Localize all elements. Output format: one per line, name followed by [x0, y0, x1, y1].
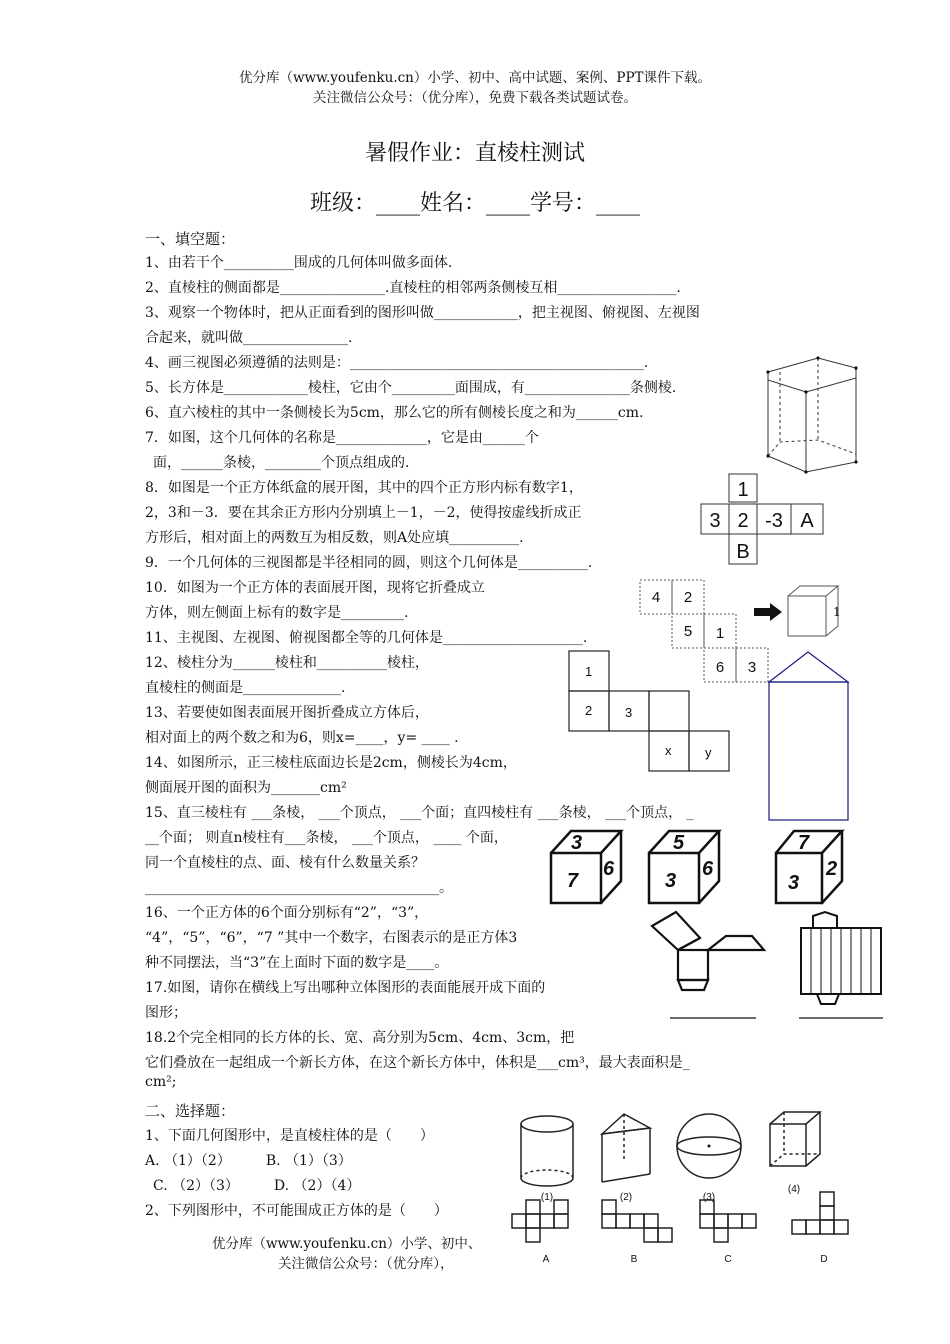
- q16-cube-2: [645, 827, 727, 907]
- net-label: -3: [765, 510, 783, 532]
- cube-face-label: 7: [567, 870, 579, 892]
- net-label: 2: [737, 510, 749, 532]
- q16-cube-1: [545, 827, 627, 907]
- net-option-label: B: [630, 1254, 638, 1265]
- q15-line-2: __个面； 则直n棱柱有___条棱， ___个顶点， ____ 个面，: [145, 830, 508, 846]
- q17-line-2: 图形；: [145, 1005, 187, 1021]
- section1-heading: 一、填空题：: [145, 230, 236, 248]
- q14-line: 14、如图所示，正三棱柱底面边长是2cm，侧棱长为4cm，: [145, 755, 517, 771]
- solid-label: (2): [619, 1192, 633, 1203]
- q10-line-2: 方体，则左侧面上标有的数字是_________.: [145, 605, 409, 621]
- solid-sphere: [673, 1110, 745, 1204]
- choice-q1-options-1: A. （1）（2） B. （1）（3）: [145, 1153, 352, 1169]
- q15-line: 15、直三棱柱有 ___条棱， ___个顶点， ___个面；直四棱柱有 ___条棱， ___个顶点， _: [145, 805, 694, 821]
- header-line-1: 优分库（www.youfenku.cn）小学、初中、高中试题、案例、PPT课件下载。: [238, 70, 712, 86]
- student-info: 班级：____姓名：____学号：____: [309, 191, 640, 216]
- cube-face-label: 3: [788, 872, 800, 894]
- q18-line-2: 它们叠放在一起组成一个新长方体，在这个新长方体中，体积是___cm³，最大表面积是_: [145, 1055, 690, 1071]
- net-option-label: C: [724, 1254, 732, 1265]
- solid-label: (1): [540, 1192, 554, 1203]
- net-label: 3: [747, 659, 757, 676]
- q11-line: 11、主视图、左视图、俯视图都全等的几何体是____________________.: [145, 630, 588, 646]
- net-label: 2: [585, 703, 593, 718]
- cube-face-label: 6: [702, 858, 714, 880]
- net-option-b: [594, 1198, 678, 1268]
- q8-cube-net: [697, 470, 827, 570]
- q15-line-3: 同一个直棱柱的点、面、棱有什么数量关系？: [145, 855, 425, 871]
- net-option-label: A: [542, 1254, 550, 1265]
- net-label: 4: [651, 589, 661, 606]
- q15-answer-line: __________________________________________。: [145, 880, 453, 896]
- q16-line-2: “4”，“5”，“6”，“7 ”其中一个数字，右图表示的是正方体3: [145, 930, 518, 946]
- cube-face-label: 6: [603, 858, 615, 880]
- header-line-2: 关注微信公众号：（优分库），免费下载各类试题试卷。: [313, 90, 637, 106]
- cube-face-label: 3: [571, 832, 583, 854]
- hexagonal-prism-figure: [760, 352, 870, 482]
- solid-triangular-prism: [596, 1112, 656, 1204]
- net-label: 1: [715, 625, 725, 642]
- q8-line-2: 2，3和－3．要在其余正方形内分别填上－1，－2，使得按虚线折成正: [145, 505, 582, 521]
- q8-line: 8．如图是一个正方体纸盒的展开图，其中的四个正方形内标有数字1，: [145, 480, 583, 496]
- cube-face-label: 5: [673, 832, 685, 854]
- q10-cube: [786, 584, 852, 640]
- cube-face-label: 3: [665, 870, 677, 892]
- q18-line-3: cm²;: [145, 1074, 177, 1090]
- q12-line: 12、棱柱分为______棱柱和__________棱柱，: [145, 655, 429, 671]
- net-option-c: [692, 1198, 770, 1268]
- choice-q2-line: 2、下列图形中，不可能围成正方体的是（ ）: [145, 1203, 448, 1219]
- footer-line-2: 关注微信公众号：（优分库），: [278, 1256, 454, 1272]
- q18-line: 18.2个完全相同的长方体的长、宽、高分别为5cm、4cm、3cm，把: [145, 1030, 575, 1046]
- q16-cube-3: [772, 827, 854, 907]
- cube-label: 1: [833, 605, 841, 619]
- q16-line-3: 种不同摆法，当“3”在上面时下面的数字是____。: [145, 955, 449, 971]
- q4-line: 4、画三视图必须遵循的法则是：__________________________________________.: [145, 355, 649, 371]
- q13-line: 13、若要使如图表面展开图折叠成立方体后，: [145, 705, 429, 721]
- net-label: 6: [715, 659, 725, 676]
- solid-label: (3): [702, 1192, 716, 1203]
- q17-pyramid-net: [648, 908, 770, 1020]
- q16-line: 16、一个正方体的6个面分别标有“2”，“3”，: [145, 905, 429, 921]
- q9-line: 9．一个几何体的三视图都是半径相同的圆，则这个几何体是__________.: [145, 555, 593, 571]
- arrow-icon: [752, 602, 784, 622]
- q3-line-2: 合起来，就叫做_______________.: [145, 330, 353, 346]
- q2-line: 2、直棱柱的侧面都是_______________.直棱柱的相邻两条侧棱互相_________________.: [145, 280, 681, 296]
- net-label: 2: [683, 589, 693, 606]
- q6-line: 6、直六棱柱的其中一条侧棱长为5cm，那么它的所有侧棱长度之和为______cm.: [145, 405, 644, 421]
- net-label: x: [665, 743, 672, 758]
- q8-line-3: 方形后，相对面上的两数互为相反数，则A处应填__________.: [145, 530, 524, 546]
- cube-face-label: 7: [798, 832, 810, 854]
- solid-cuboid: [766, 1108, 826, 1200]
- choice-q1-options-2: C. （2）（3） D. （2）（4）: [153, 1178, 361, 1194]
- solid-cylinder: [515, 1112, 579, 1204]
- q1-line: 1、由若干个__________围成的几何体叫做多面体.: [145, 255, 453, 271]
- net-label: 3: [625, 705, 633, 720]
- q12-line-2: 直棱柱的侧面是______________.: [145, 680, 346, 696]
- q14-line-2: 侧面展开图的面积为_______cm²: [145, 780, 347, 796]
- net-option-label: D: [820, 1254, 828, 1265]
- net-label: y: [705, 745, 712, 760]
- q7-line-2: 面，______条棱，________个顶点组成的.: [153, 455, 410, 471]
- q13-line-2: 相对面上的两个数之和为6，则x=____，y= ____ .: [145, 730, 459, 746]
- cube-face-label: 2: [826, 858, 838, 880]
- net-label: 3: [709, 510, 721, 532]
- q3-line: 3、观察一个物体时，把从正面看到的图形叫做____________，把主视图、俯视图、左视图: [145, 305, 700, 321]
- q13-cube-net: [567, 649, 733, 775]
- choice-q1-line: 1、下面几何图形中，是直棱柱体的是（ ）: [145, 1128, 434, 1144]
- q7-line: 7．如图，这个几何体的名称是_____________，它是由______个: [145, 430, 539, 446]
- net-option-a: [502, 1198, 590, 1268]
- page-title: 暑假作业：直棱柱测试: [364, 141, 585, 166]
- net-label: 1: [737, 479, 749, 501]
- net-label: 1: [585, 664, 593, 679]
- q17-hex-prism-net: [795, 908, 887, 1020]
- net-label: B: [736, 541, 750, 563]
- q10-line: 10．如图为一个正方体的表面展开图，现将它折叠成立: [145, 580, 485, 596]
- q14-prism-net: [766, 650, 854, 824]
- q5-line: 5、长方体是____________棱柱，它由个_________面围成，有_______________条侧棱.: [145, 380, 677, 396]
- net-label: A: [800, 510, 814, 532]
- net-option-d: [784, 1188, 864, 1268]
- footer-line-1: 优分库（www.youfenku.cn）小学、初中、: [212, 1236, 482, 1252]
- section2-heading: 二、选择题：: [145, 1102, 236, 1120]
- solid-label: (4): [787, 1184, 801, 1195]
- net-label: 5: [683, 623, 693, 640]
- q17-line: 17.如图，请你在横线上写出哪种立体图形的表面能展开成下面的: [145, 980, 546, 996]
